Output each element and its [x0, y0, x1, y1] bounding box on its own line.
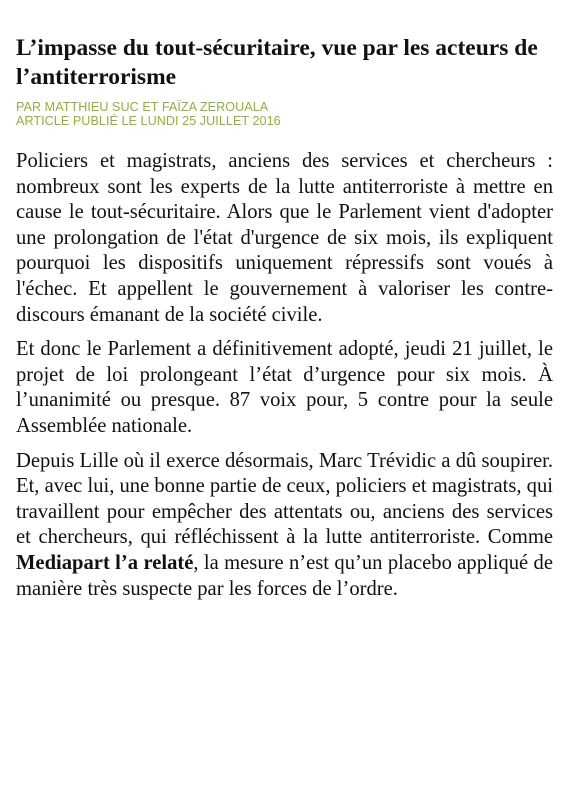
byline: PAR MATTHIEU SUC ET FAÏZA ZEROUALA [16, 100, 269, 114]
article-body [16, 149, 553, 602]
article-meta [16, 100, 553, 128]
paragraph-text: , la mesure n’est qu’un placebo appliqué de manière très suspecte par les forces de l’ordre. [16, 551, 553, 600]
body-paragraph: Et donc le Parlement a définitivement adopté, jeudi 21 juillet, le projet de loi prolongeant l’état d’urgence pour six mois. À l’unanimité ou presque. 87 voix pour, 5 contre pour la seule Assemblée nationale. [16, 338, 553, 437]
lead-paragraph: Policiers et magistrats, anciens des services et chercheurs : nombreux sont les experts de la lutte antiterroriste à mettre en cause le tout-sécuritaire. Alors que le Parlement vient d'adopter une prolongation de l'état d'urgence de six mois, ils expliquent pourquoi les dispositifs uniquement répressifs sont voués à l'échec. Et appellent le gouvernement à valoriser les contre-discours émanant de la société civile. [16, 150, 553, 326]
article-title: L’impasse du tout-sécuritaire, vue par les acteurs de l’antiterrorisme [16, 35, 538, 90]
body-paragraph [16, 449, 553, 603]
paragraph-text: Depuis Lille où il exerce désormais, Marc Trévidic a dû soupirer. Et, avec lui, une bonne partie de ceux, policiers et magistrats, qui travaillent pour empêcher des attentats ou, anciens des services et chercheurs, qui réfléchissent à la lutte antiterroriste. Comme [16, 449, 553, 549]
article-page [16, 34, 553, 611]
mediapart-link[interactable]: Mediapart l’a relaté [16, 551, 194, 574]
publication-date: ARTICLE PUBLIÉ LE LUNDI 25 JUILLET 2016 [16, 114, 281, 128]
